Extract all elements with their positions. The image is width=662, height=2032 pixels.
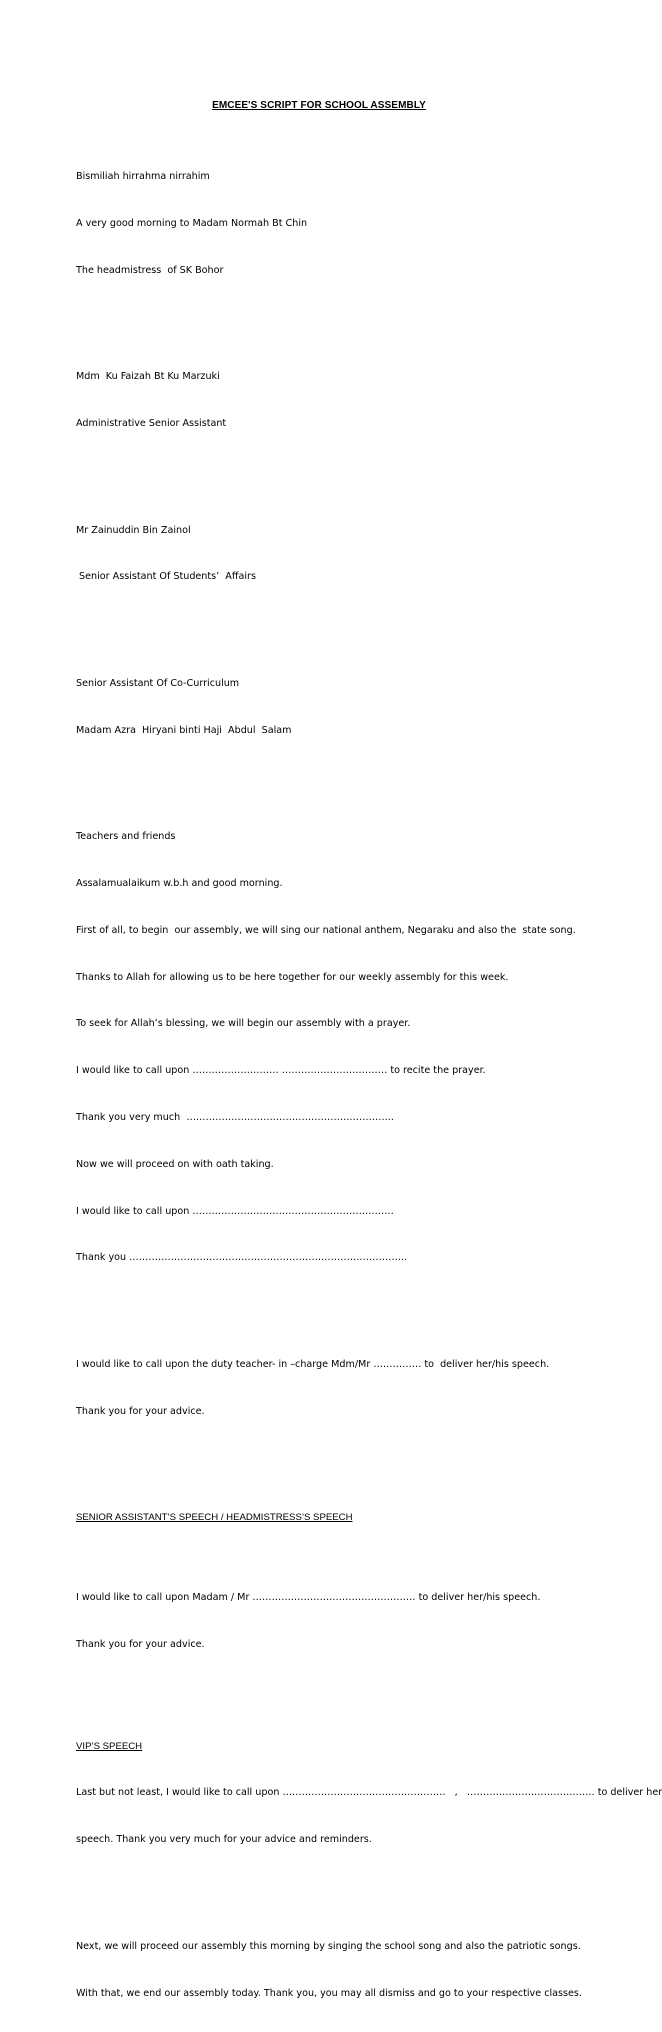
cocurriculum-title: Senior Assistant Of Co-Curriculum [76,678,240,689]
closing-line-1: Next, we will proceed our assembly this morning by singing the school song and also the patriotic songs. [76,1940,581,1952]
opening-line-7: Thank you very much ……………………………………………………….. [76,1112,394,1124]
paragraph-gap [76,1297,606,1310]
opening-line-5: To seek for Allah’s blessing, we will begin our assembly with a prayer. [76,1018,411,1030]
document-body [76,138,662,2032]
opening-line-6: I would like to call upon ……………………… …………………………… to recite the prayer. [76,1065,486,1077]
greeting-line-1: Bismiliah hirrahma nirrahim [76,171,210,183]
paragraph-gap [76,616,606,629]
senior-assistant-line-1: I would like to call upon Madam / Mr …………………………………………… to deliver her/his speech. [76,1592,541,1604]
opening-line-1: Teachers and friends [76,831,176,843]
students-affairs-name: Mr Zainuddin Bin Zainol [76,524,191,536]
document-title: EMCEE'S SCRIPT FOR SCHOOL ASSEMBLY [212,100,426,111]
opening-line-4: Thanks to Allah for allowing us to be here together for our weekly assembly for this week. [76,971,509,983]
opening-line-10: Thank you …………………………………………………………………………… [76,1252,408,1264]
paragraph-gap [76,1879,606,1892]
paragraph-gap [76,310,606,323]
paragraph-gap [76,463,606,476]
students-affairs-title: Senior Assistant Of Students’ Affairs [76,571,256,583]
duty-teacher-line-1: I would like to call upon the duty teacher- in –charge Mdm/Mr …………… to deliver her/his speech. [76,1358,550,1370]
opening-line-2: Assalamualaikum w.b.h and good morning. [76,878,283,890]
opening-line-9: I would like to call upon ……………………………………………………… [76,1205,394,1217]
cocurriculum-name: Madam Azra Hiryani binti Haji Abdul Salam [76,724,292,736]
senior-assistant-line-2: Thank you for your advice. [76,1639,205,1651]
senior-assistant-heading: SENIOR ASSISTANT’S SPEECH / HEADMISTRESS’S SPEECH [76,1512,353,1524]
admin-title: Administrative Senior Assistant [76,418,227,430]
opening-line-8: Now we will proceed on with oath taking. [76,1158,274,1170]
paragraph-gap [76,1557,606,1559]
greeting-line-2: A very good morning to Madam Normah Bt Chin [76,217,308,229]
paragraph-gap [76,770,606,783]
greeting-line-3: The headmistress of SK Bohor [76,264,224,276]
vip-heading: VIP’S SPEECH [76,1740,143,1752]
closing-line-2: With that, we end our assembly today. Thank you, you may all dismiss and go to your respective classes. [76,1987,582,1999]
opening-line-3: First of all, to begin our assembly, we will sing our national anthem, Negaraku and also the state song. [76,924,576,936]
paragraph-gap [76,1684,606,1692]
paragraph-gap [76,1451,606,1464]
duty-teacher-line-2: Thank you for your advice. [76,1405,205,1417]
vip-line-2: speech. Thank you very much for your advice and reminders. [76,1834,372,1846]
admin-name: Mdm Ku Faizah Bt Ku Marzuki [76,371,220,383]
vip-line-1: Last but not least, I would like to call upon …………………………………………… , …………………………………. to deliver her [76,1787,662,1799]
